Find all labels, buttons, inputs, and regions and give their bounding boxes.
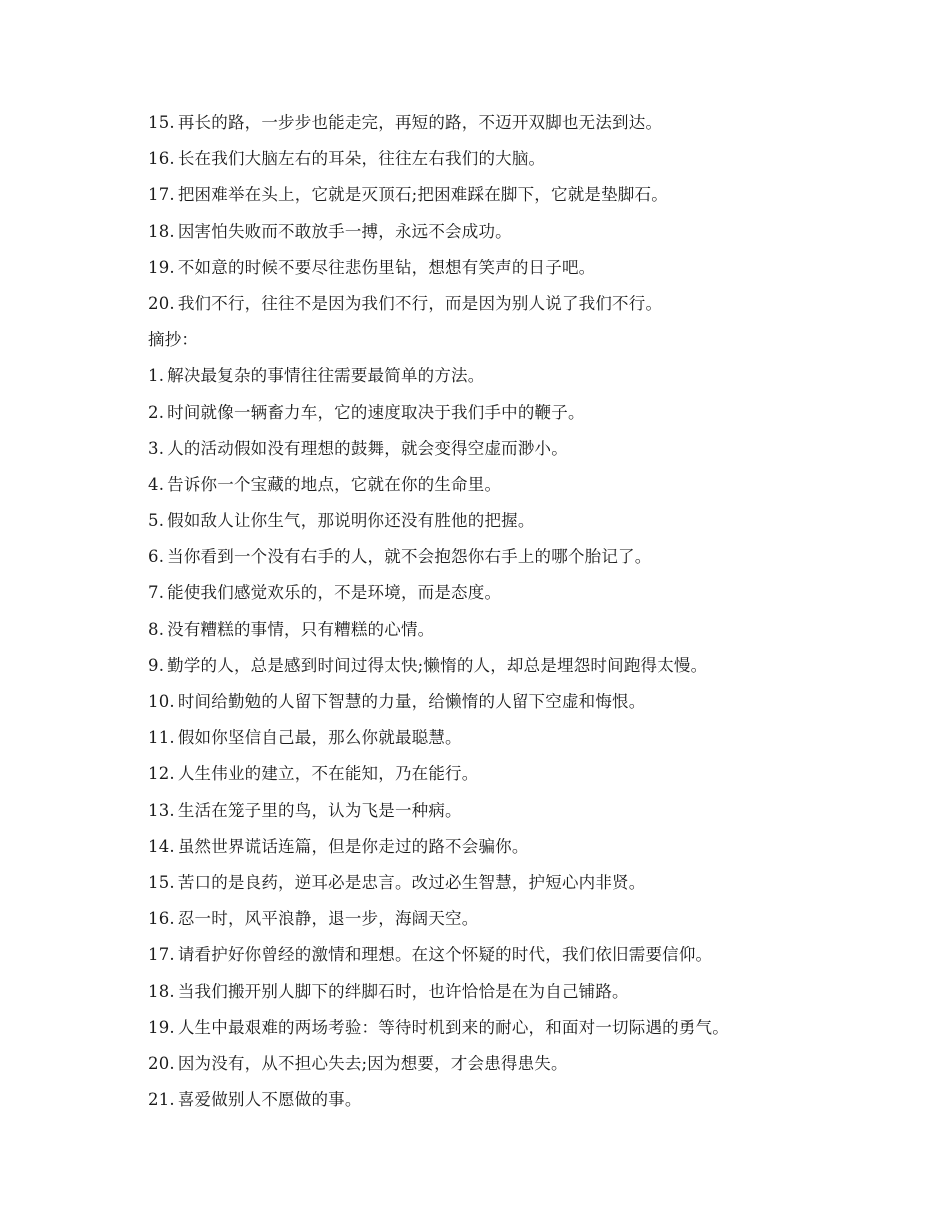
quote-text: 不如意的时候不要尽往悲伤里钻，想想有笑声的日子吧。: [177, 257, 596, 277]
quote-number: 1.: [148, 366, 165, 386]
quote-number: 18.: [148, 221, 175, 241]
quote-text: 当你看到一个没有右手的人，就不会抱怨你右手上的哪个胎记了。: [167, 547, 652, 567]
document-body: [148, 109, 848, 1122]
quote-text: 把困难举在头上，它就是灭顶石;把困难踩在脚下，它就是垫脚石。: [177, 185, 668, 205]
quote-text: 勤学的人，总是感到时间过得太快;懒惰的人，却总是埋怨时间跑得太慢。: [167, 655, 708, 675]
quote-text: 假如你坚信自己最，那么你就最聪慧。: [177, 728, 462, 748]
quote-line: [148, 688, 848, 724]
quote-number: 18.: [148, 981, 175, 1001]
quote-number: 5.: [148, 511, 165, 531]
quote-line: [148, 869, 848, 905]
quote-text: 人生伟业的建立，不在能知，乃在能行。: [177, 764, 479, 784]
quote-line: [148, 833, 848, 869]
quote-number: 20.: [148, 1053, 175, 1073]
quote-text: 我们不行，往往不是因为我们不行，而是因为别人说了我们不行。: [177, 293, 663, 313]
quote-line: [148, 579, 848, 615]
quote-line: [148, 616, 848, 652]
quote-number: 13.: [148, 800, 175, 820]
quote-line: [148, 145, 848, 181]
quote-line: [148, 760, 848, 796]
quote-text: 人生中最艰难的两场考验：等待时机到来的耐心，和面对一切际遇的勇气。: [177, 1017, 729, 1037]
quote-number: 4.: [148, 474, 165, 494]
quote-text: 人的活动假如没有理想的鼓舞，就会变得空虚而渺小。: [167, 438, 568, 458]
quote-number: 15.: [148, 872, 175, 892]
quote-line: [148, 941, 848, 977]
quote-text: 时间给勤勉的人留下智慧的力量，给懒惰的人留下空虚和悔恨。: [177, 692, 646, 711]
quote-number: 19.: [148, 257, 175, 277]
quote-number: 16.: [148, 909, 175, 929]
quote-text: 当我们搬开别人脚下的绊脚石时，也许恰恰是在为自己铺路。: [177, 981, 629, 1001]
quote-text: 因害怕失败而不敢放手一搏，永远不会成功。: [177, 221, 512, 241]
quote-line: [148, 399, 848, 435]
quote-text: 解决最复杂的事情往往需要最简单的方法。: [167, 366, 485, 386]
quote-text: 虽然世界谎话连篇，但是你走过的路不会骗你。: [177, 836, 529, 856]
quote-line: [148, 218, 848, 254]
quote-text: 生活在笼子里的鸟，认为飞是一种病。: [177, 800, 462, 820]
quote-number: 19.: [148, 1017, 175, 1037]
quote-number: 17.: [148, 185, 175, 205]
quote-number: 21.: [148, 1090, 175, 1110]
quote-line: [148, 905, 848, 941]
quote-line: [148, 1050, 848, 1086]
quote-line: [148, 1086, 848, 1122]
quote-text: 告诉你一个宝藏的地点，它就在你的生命里。: [167, 474, 502, 494]
quote-number: 20.: [148, 293, 175, 313]
quote-line: [148, 1014, 848, 1050]
quote-text: 再长的路，一步步也能走完，再短的路，不迈开双脚也无法到达。: [177, 113, 663, 132]
quote-line: [148, 109, 848, 145]
quote-number: 11.: [148, 728, 175, 748]
quote-number: 12.: [148, 764, 175, 784]
quote-line: [148, 290, 848, 326]
quote-line: [148, 181, 848, 217]
quote-number: 17.: [148, 945, 175, 965]
quote-text: 没有糟糕的事情，只有糟糕的心情。: [167, 619, 435, 639]
quote-text: 因为没有，从不担心失去;因为想要，才会患得患失。: [177, 1053, 568, 1073]
quote-text: 忍一时，风平浪静，退一步，海阔天空。: [177, 909, 479, 929]
quote-line: [148, 652, 848, 688]
quote-text: 假如敌人让你生气，那说明你还没有胜他的把握。: [167, 511, 535, 531]
quote-number: 2.: [148, 402, 165, 422]
quote-text: 喜爱做别人不愿做的事。: [177, 1090, 362, 1110]
quote-line: [148, 435, 848, 471]
section-heading: 摘抄：: [148, 330, 199, 350]
quote-line: [148, 507, 848, 543]
quote-text: 能使我们感觉欢乐的，不是环境，而是态度。: [167, 583, 502, 603]
quote-line: [148, 978, 848, 1014]
quote-number: 6.: [148, 547, 165, 567]
quote-number: 15.: [148, 113, 175, 132]
quote-text: 时间就像一辆畜力车，它的速度取决于我们手中的鞭子。: [167, 402, 585, 422]
quote-number: 3.: [148, 438, 165, 458]
quote-number: 14.: [148, 836, 175, 856]
quote-text: 苦口的是良药，逆耳必是忠言。改过必生智慧，护短心内非贤。: [177, 872, 646, 892]
quote-line: [148, 724, 848, 760]
quote-number: 16.: [148, 149, 175, 169]
quote-line: [148, 797, 848, 833]
quote-text: 长在我们大脑左右的耳朵，往往左右我们的大脑。: [177, 149, 546, 169]
quote-number: 8.: [148, 619, 165, 639]
quote-line: [148, 471, 848, 507]
quote-text: 请看护好你曾经的激情和理想。在这个怀疑的时代，我们依旧需要信仰。: [177, 945, 713, 965]
quote-number: 9.: [148, 655, 165, 675]
quote-line: [148, 254, 848, 290]
quote-line: [148, 362, 848, 398]
quote-number: 7.: [148, 583, 165, 603]
quote-line: [148, 543, 848, 579]
quote-number: 10.: [148, 692, 175, 711]
